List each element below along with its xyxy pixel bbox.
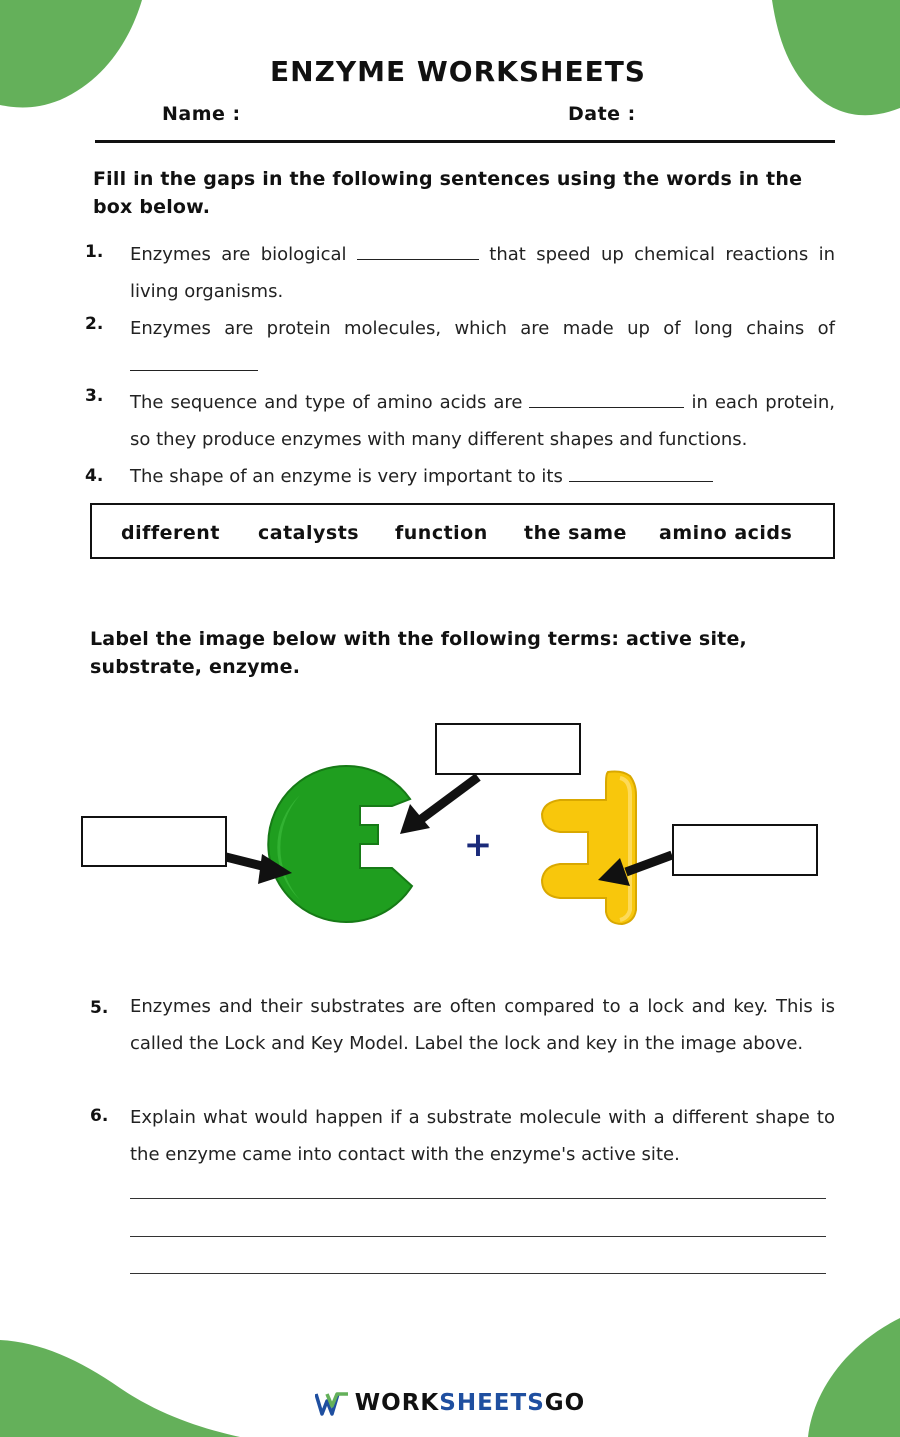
date-label: Date : <box>568 103 636 125</box>
corner-blob-bottom-left <box>0 1340 240 1437</box>
brand-part-sheets: SHEETS <box>439 1390 545 1416</box>
question-number: 2. <box>85 314 104 334</box>
brand-part-go: GO <box>544 1390 586 1416</box>
question-number: 1. <box>85 242 104 262</box>
question-number: 4. <box>85 466 104 486</box>
question-5-text: Enzymes and their substrates are often compared to a lock and key. This is called the Lock and Key Model. Label the lock and key in the image above. <box>130 996 835 1054</box>
word-bank-box <box>90 503 835 559</box>
word-bank-item: different <box>121 522 220 544</box>
answer-blank[interactable] <box>130 350 258 371</box>
enzyme-shape-icon <box>268 766 412 922</box>
question-number: 6. <box>90 1106 109 1126</box>
answer-line[interactable] <box>130 1273 826 1274</box>
answer-line[interactable] <box>130 1198 826 1199</box>
label-box-enzyme[interactable] <box>81 816 227 867</box>
question-number: 3. <box>85 386 104 406</box>
question-2-text: Enzymes are protein molecules, which are made up of long chains of <box>130 310 835 384</box>
section2-instruction: Label the image below with the following terms: active site, substrate, enzyme. <box>90 628 747 678</box>
footer-brand <box>0 1390 900 1416</box>
question-number: 5. <box>90 998 109 1018</box>
question-6-text: Explain what would happen if a substrate molecule with a different shape to the enzyme came into contact with the enzyme's active site. <box>130 1107 835 1165</box>
word-bank-item: function <box>395 522 488 544</box>
substrate-shape-icon <box>542 772 636 925</box>
question-3-text: The sequence and type of amino acids are in each protein, so they produce enzymes with many different shapes and functions. <box>130 384 835 458</box>
question-4-text: The shape of an enzyme is very important to its <box>130 458 835 495</box>
worksheet-title: ENZYME WORKSHEETS <box>270 55 646 88</box>
plus-sign: + <box>463 825 493 865</box>
name-label: Name : <box>162 103 241 125</box>
label-box-active-site[interactable] <box>435 723 581 775</box>
answer-line[interactable] <box>130 1236 826 1237</box>
section1-instruction: Fill in the gaps in the following sentences using the words in the box below. <box>93 168 803 218</box>
word-bank-item: the same <box>524 522 627 544</box>
answer-blank[interactable] <box>569 461 713 482</box>
brand-part-work: WORK <box>354 1390 440 1416</box>
question-1-text: Enzymes are biological that speed up chemical reactions in living organisms. <box>130 236 835 310</box>
header-divider <box>95 140 835 143</box>
word-bank-item: catalysts <box>258 522 360 544</box>
label-box-substrate[interactable] <box>672 824 818 876</box>
answer-blank[interactable] <box>529 387 684 408</box>
worksheetsgo-logo-icon <box>315 1392 349 1416</box>
word-bank-item: amino acids <box>659 522 793 544</box>
corner-blob-bottom-right <box>800 1318 900 1437</box>
answer-blank[interactable] <box>357 239 479 260</box>
